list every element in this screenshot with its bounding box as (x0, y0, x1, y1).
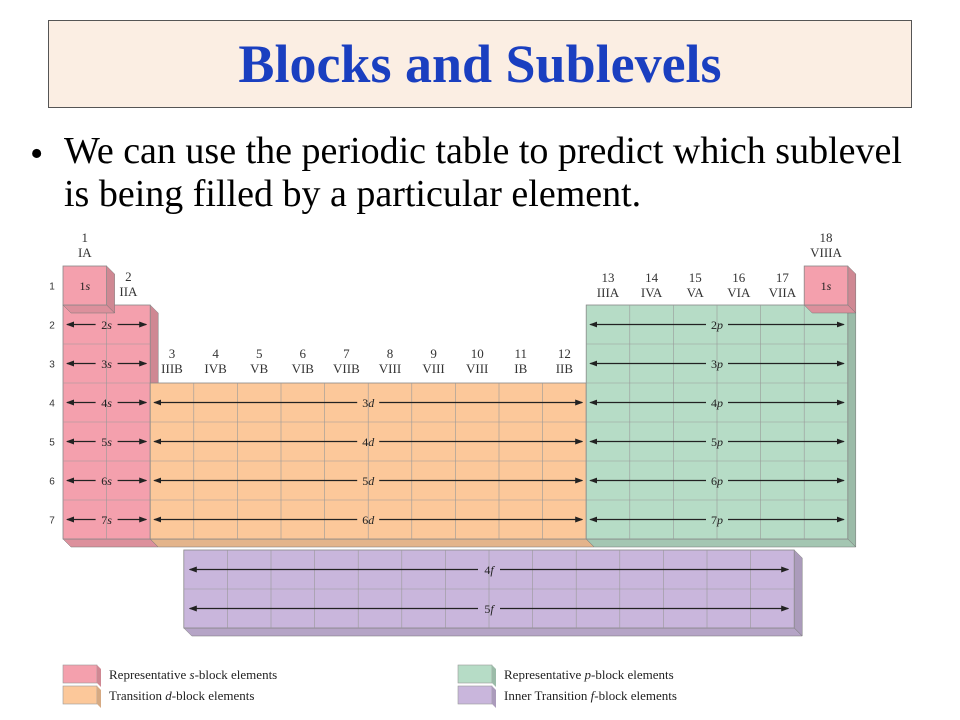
group-name: IVA (640, 285, 663, 300)
group-number: 2 (125, 269, 132, 284)
p-row-label: 2p (711, 318, 723, 332)
s-label: 1s (79, 279, 91, 293)
legend-f-text: Inner Transition f-block elements (504, 688, 677, 703)
group-number: 4 (212, 346, 219, 361)
period-number: 5 (49, 437, 55, 449)
s-row-label: 4s (101, 396, 112, 410)
legend-p-swatch-side (492, 665, 496, 687)
slide-title: Blocks and Sublevels (238, 34, 722, 94)
s-row-label: 6s (101, 474, 112, 488)
p-row-label: 5p (711, 435, 723, 449)
s-block-row1-bottom (63, 305, 115, 313)
group-number: 3 (168, 346, 176, 361)
legend-s-text: Representative s-block elements (109, 667, 278, 682)
bullet-text: We can use the periodic table to predict which sublevel is being filled by a particular element. (64, 130, 902, 215)
period-number: 2 (49, 320, 55, 332)
group-name: IVB (204, 361, 227, 376)
he-cell-bottom (804, 305, 856, 313)
group-name: IIIB (161, 361, 183, 376)
group-number: 1 (81, 230, 89, 245)
p-row-label: 3p (711, 357, 723, 371)
legend-f-swatch (458, 686, 492, 704)
f-label: 4f (484, 563, 494, 577)
d-row-label: 3d (362, 396, 375, 410)
d-row-label: 6d (362, 513, 375, 527)
legend-d-swatch-side (97, 686, 101, 708)
period-number: 3 (49, 359, 55, 371)
group-name: VB (250, 361, 269, 376)
group-name: VIII (378, 361, 402, 376)
f-block-bottom (184, 628, 802, 636)
p-block-bottom (586, 539, 856, 547)
group-number: 9 (430, 346, 437, 361)
period-number: 1 (49, 281, 55, 293)
group-number: 8 (386, 346, 394, 361)
group-name: VIII (422, 361, 445, 376)
group-number: 10 (470, 346, 484, 361)
d-row-label: 4d (362, 435, 375, 449)
legend-d-text: Transition d-block elements (109, 688, 255, 703)
s-row-label: 3s (101, 357, 112, 371)
group-name: VIIB (333, 361, 360, 376)
f-label: 5f (484, 602, 494, 616)
group-number: 12 (557, 346, 571, 361)
d-block-bottom (150, 539, 594, 547)
group-number: 16 (732, 270, 746, 285)
group-name: IB (514, 361, 528, 376)
p-row-label: 7p (711, 513, 723, 527)
group-number: 7 (343, 346, 350, 361)
group-number: 14 (645, 270, 659, 285)
group-name: VIII (466, 361, 489, 376)
s-row-label: 5s (101, 435, 112, 449)
legend-f-swatch-side (492, 686, 496, 708)
period-number: 4 (49, 398, 55, 410)
f-block-side (794, 550, 802, 636)
bullet-marker: • (30, 133, 44, 175)
p-block-side (848, 305, 856, 547)
he-label: 1s (820, 279, 832, 293)
group-name: IA (77, 245, 92, 260)
group-number: 17 (775, 270, 789, 285)
legend-s-swatch-side (97, 665, 101, 687)
s-row-label: 2s (101, 318, 112, 332)
group-name: VIIIA (810, 245, 842, 260)
d-row-label: 5d (362, 474, 375, 488)
group-number: 15 (688, 270, 702, 285)
group-number: 18 (819, 230, 833, 245)
legend-s-swatch (63, 665, 97, 683)
group-name: VA (686, 285, 704, 300)
period-number: 6 (49, 476, 55, 488)
period-number: 7 (49, 515, 55, 527)
legend-p-text: Representative p-block elements (504, 667, 674, 682)
legend-d-swatch (63, 686, 97, 704)
group-name: VIIA (768, 285, 797, 300)
p-row-label: 4p (711, 396, 723, 410)
group-number: 6 (299, 346, 307, 361)
p-row-label: 6p (711, 474, 723, 488)
s-row-label: 7s (101, 513, 112, 527)
group-number: 13 (601, 270, 615, 285)
group-number: 5 (255, 346, 263, 361)
group-name: IIA (119, 284, 138, 299)
group-name: VIA (727, 285, 751, 300)
legend-p-swatch (458, 665, 492, 683)
group-name: VIB (291, 361, 314, 376)
s-block-bottom (63, 539, 158, 547)
group-number: 11 (514, 346, 528, 361)
group-name: IIB (555, 361, 574, 376)
group-name: IIIA (596, 285, 620, 300)
